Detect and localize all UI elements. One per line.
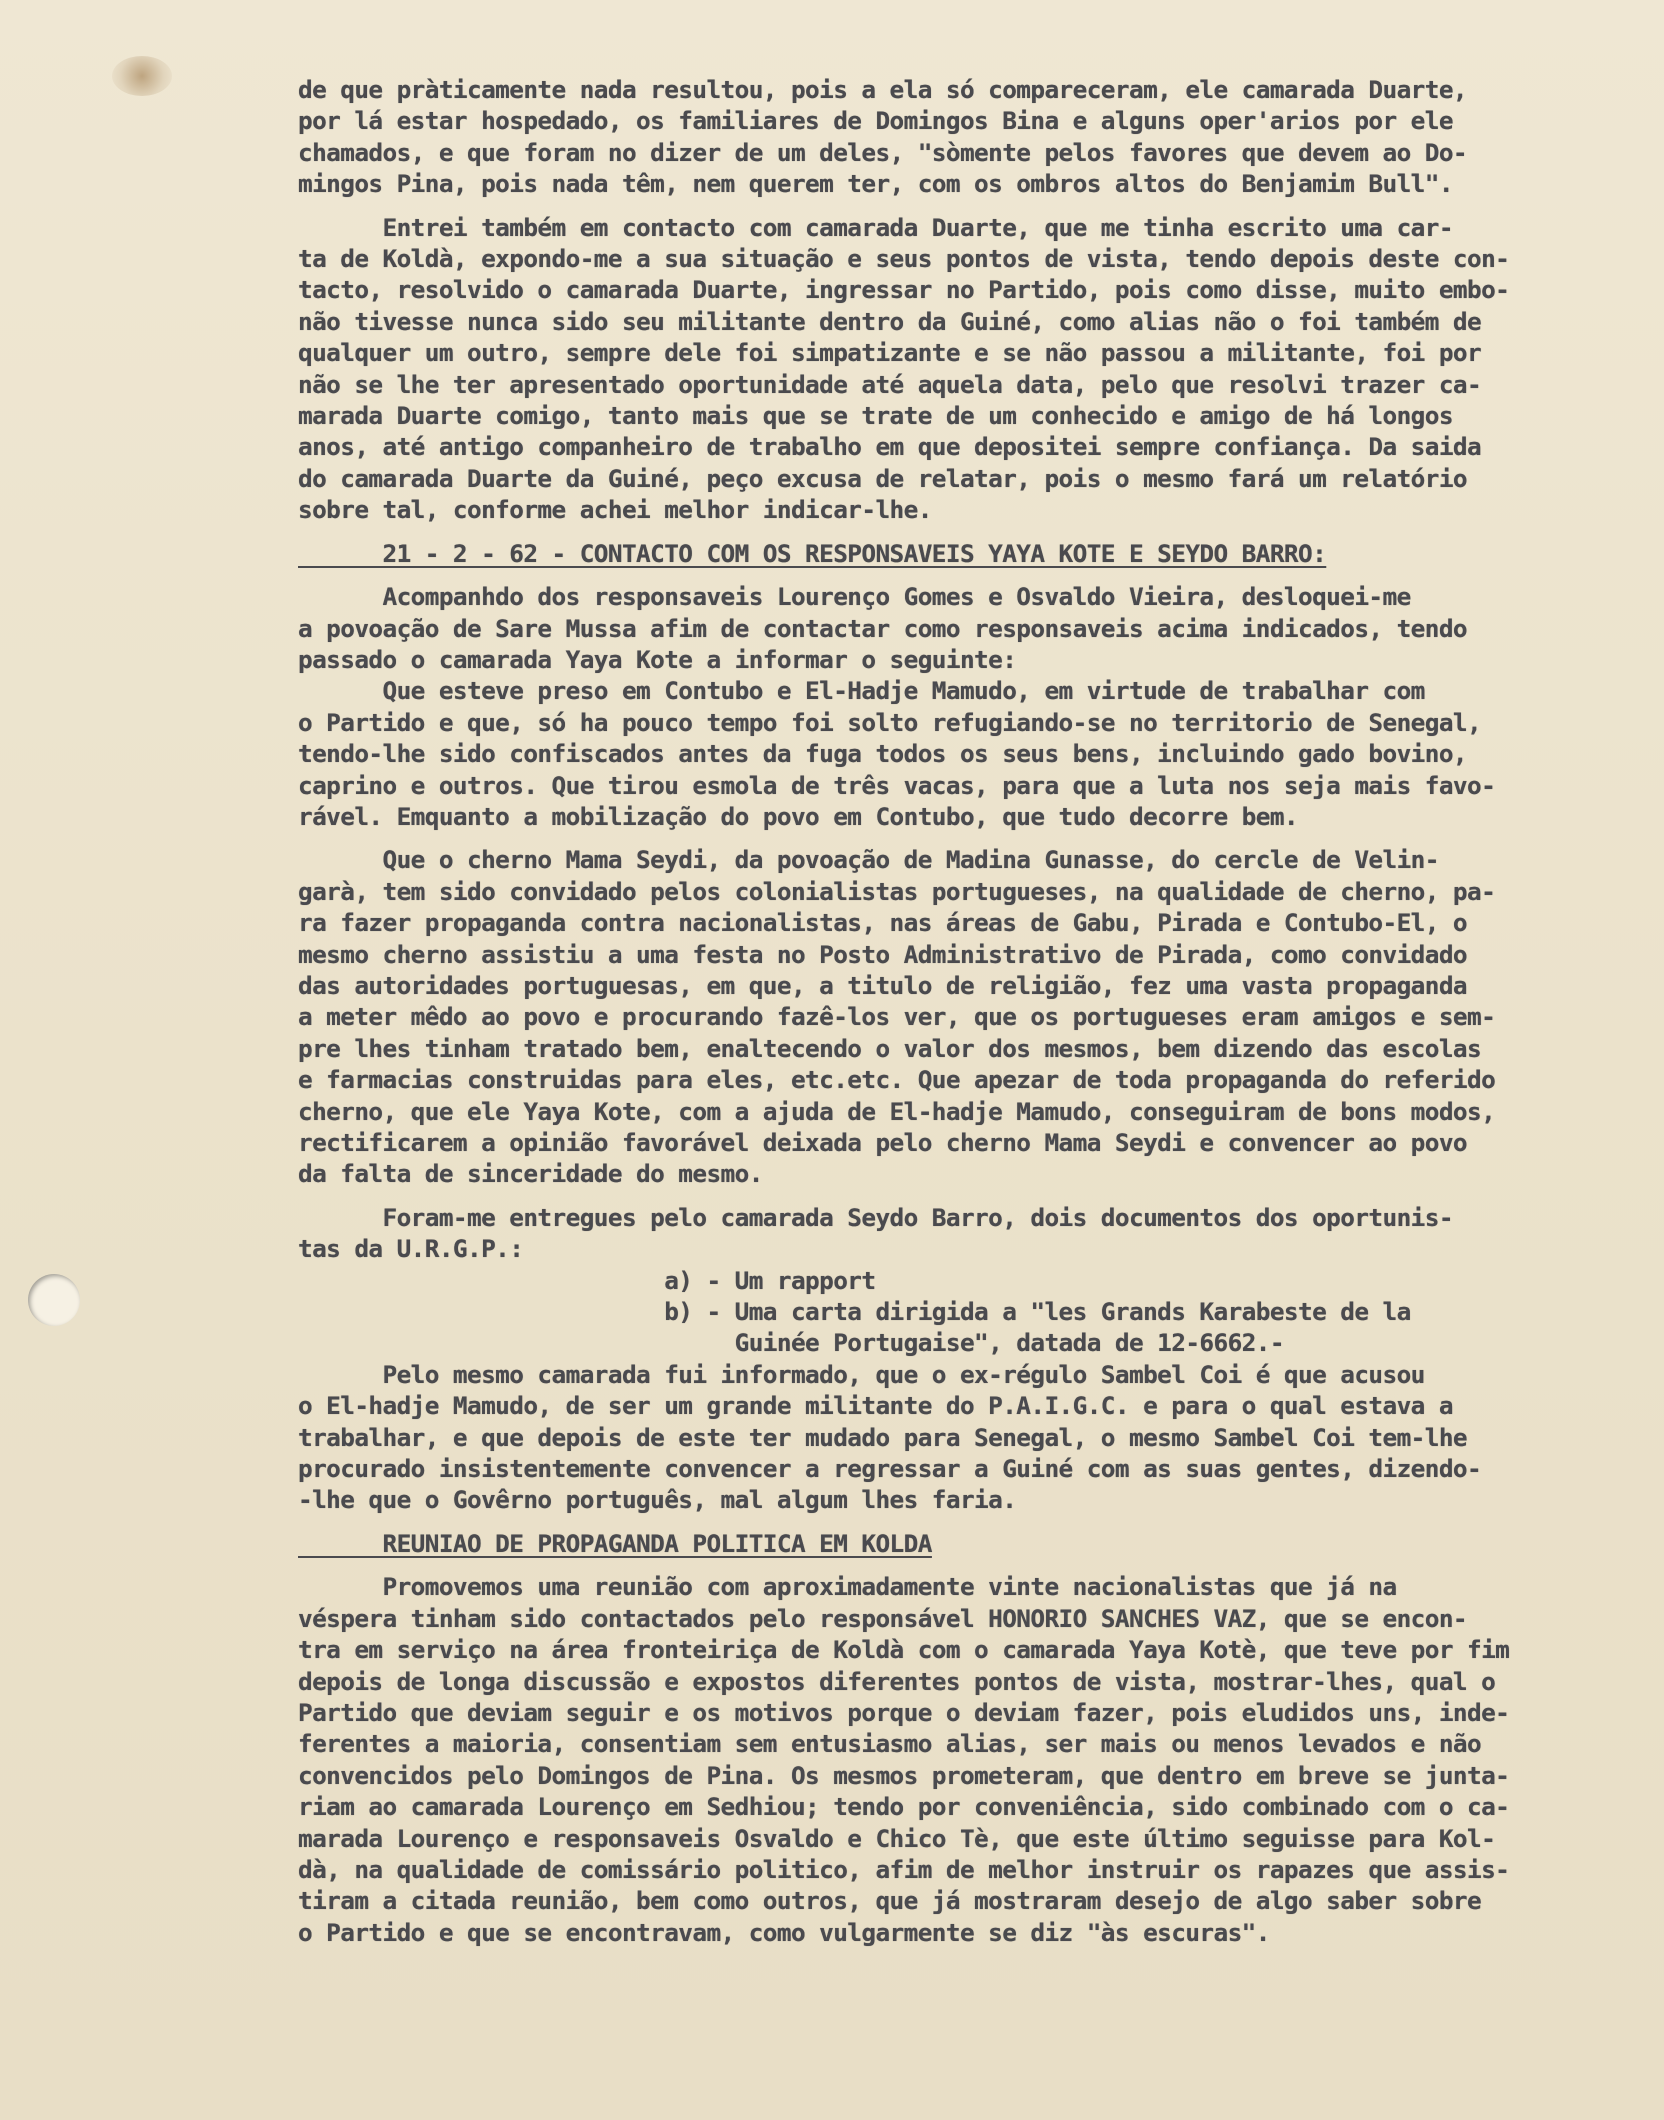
text-line: a meter mêdo ao povo e procurando fazê-los ver, que os portugueses eram amigos e sem-: [298, 1002, 1496, 1032]
text-line: e farmacias construidas para eles, etc.etc. Que apezar de toda propaganda do referido: [298, 1065, 1496, 1095]
text-line: marada Lourenço e responsaveis Osvaldo e Chico Tè, que este último seguisse para Kol-: [298, 1823, 1496, 1853]
text-line: o Partido e que se encontravam, como vulgarmente se diz "às escuras".: [298, 1917, 1270, 1947]
text-line: chamados, e que foram no dizer de um deles, "sòmente pelos favores que devem ao Do-: [298, 137, 1468, 167]
text-line: por lá estar hospedado, os familiares de Domingos Bina e alguns oper'arios por ele: [298, 106, 1453, 136]
text-line: tiram a citada reunião, bem como outros, que já mostraram desejo de algo saber sobre: [298, 1886, 1482, 1916]
text-line: de que pràticamente nada resultou, pois a ela só compareceram, ele camarada Duarte,: [298, 75, 1468, 104]
text-line: mesmo cherno assistiu a uma festa no Posto Administrativo de Pirada, como convidado: [298, 939, 1468, 969]
section-heading-contact: 21 - 2 - 62 - CONTACTO COM OS RESPONSAVEIS YAYA KOTE E SEYDO BARRO:: [298, 538, 1327, 568]
text-line: Acompanhdo dos responsaveis Lourenço Gomes e Osvaldo Vieira, desloquei-me: [298, 582, 1411, 612]
text-line: caprino e outros. Que tirou esmola de três vacas, para que a luta nos seja mais favo-: [298, 770, 1496, 800]
text-line: o El-hadje Mamudo, de ser um grande militante do P.A.I.G.C. e para o qual estava a: [298, 1391, 1453, 1421]
text-line: sobre tal, conforme achei melhor indicar-lhe.: [298, 495, 932, 525]
text-line: ferentes a maioria, consentiam sem entusiasmo alias, ser mais ou menos levados e não: [298, 1729, 1482, 1759]
text-line: rectificarem a opinião favorável deixada pelo cherno Mama Seydi e convencer ao povo: [298, 1128, 1468, 1157]
text-line: Que esteve preso em Contubo e El-Hadje Mamudo, em virtude de trabalhar com: [298, 676, 1425, 706]
list-item: a) - Um rapport: [298, 1265, 876, 1295]
text-line: convencidos pelo Domingos de Pina. Os mesmos prometeram, que dentro em breve se junta-: [298, 1760, 1510, 1790]
text-line: das autoridades portuguesas, em que, a titulo de religião, fez uma vasta propaganda: [298, 970, 1468, 1000]
text-line: Que o cherno Mama Seydi, da povoação de Madina Gunasse, do cercle de Velin-: [298, 845, 1439, 875]
punch-hole-upper: [28, 1274, 80, 1326]
text-line: o Partido e que, só ha pouco tempo foi solto refugiando-se no territorio de Senegal,: [298, 707, 1482, 737]
text-line: a povoação de Sare Mussa afim de contactar como responsaveis acima indicados, tendo: [298, 613, 1468, 643]
typed-text-block: [298, 74, 1610, 1948]
text-line: marada Duarte comigo, tanto mais que se trate de um conhecido e amigo de há longos: [298, 401, 1453, 431]
text-line: véspera tinham sido contactados pelo responsável HONORIO SANCHES VAZ, que se encon-: [298, 1603, 1468, 1633]
ink-stain: [112, 56, 172, 96]
text-line: mingos Pina, pois nada têm, nem querem ter, com os ombros altos do Benjamim Bull".: [298, 169, 1453, 199]
text-line: tra em serviço na área fronteiriça de Koldà com o camarada Yaya Kotè, que teve por fim: [298, 1635, 1510, 1665]
text-line: trabalhar, e que depois de este ter mudado para Senegal, o mesmo Sambel Coi tem-lhe: [298, 1422, 1468, 1452]
text-line: Foram-me entregues pelo camarada Seydo Barro, dois documentos dos oportunis-: [298, 1202, 1453, 1232]
text-line: anos, até antigo companheiro de trabalho em que depositei sempre confiança. Da saida: [298, 432, 1482, 462]
text-line: passado o camarada Yaya Kote a informar o seguinte:: [298, 644, 1017, 674]
text-line: cherno, que ele Yaya Kote, com a ajuda de El-hadje Mamudo, conseguiram de bons modos,: [298, 1096, 1496, 1126]
text-line: garà, tem sido convidado pelos colonialistas portugueses, na qualidade de cherno, pa-: [298, 876, 1496, 906]
text-line: tacto, resolvido o camarada Duarte, ingressar no Partido, pois como disse, muito embo-: [298, 275, 1510, 305]
text-line: ra fazer propaganda contra nacionalistas, nas áreas de Gabu, Pirada e Contubo-El, o: [298, 908, 1468, 938]
text-line: -lhe que o Govêrno português, mal algum lhes faria.: [298, 1485, 1017, 1515]
text-line: procurado insistentemente convencer a regressar a Guiné com as suas gentes, dizendo-: [298, 1454, 1482, 1484]
text-line: Promovemos uma reunião com aproximadamente vinte nacionalistas que já na: [298, 1572, 1397, 1602]
text-line: tas da U.R.G.P.:: [298, 1234, 524, 1264]
text-line: Partido que deviam seguir e os motivos porque o deviam fazer, pois eludidos uns, inde-: [298, 1697, 1510, 1727]
text-line: depois de longa discussão e expostos diferentes pontos de vista, mostrar-lhes, qual o: [298, 1666, 1496, 1696]
text-line: do camarada Duarte da Guiné, peço excusa de relatar, pois o mesmo fará um relatório: [298, 463, 1468, 493]
section-heading-meeting: REUNIAO DE PROPAGANDA POLITICA EM KOLDA: [298, 1528, 932, 1558]
text-line: da falta de sinceridade do mesmo.: [298, 1159, 763, 1189]
text-line: ta de Koldà, expondo-me a sua situação e seus pontos de vista, tendo depois deste con-: [298, 244, 1510, 274]
list-item: b) - Uma carta dirigida a "les Grands Karabeste de la: [298, 1297, 1411, 1327]
text-line: Entrei também em contacto com camarada Duarte, que me tinha escrito uma car-: [298, 212, 1453, 242]
text-line: pre lhes tinham tratado bem, enaltecendo o valor dos mesmos, bem dizendo das escolas: [298, 1033, 1482, 1063]
text-line: dà, na qualidade de comissário politico, afim de melhor instruir os rapazes que assis-: [298, 1854, 1510, 1884]
list-item: Guinée Portugaise", datada de 12-6662.-: [298, 1328, 1284, 1358]
text-line: rável. Emquanto a mobilização do povo em Contubo, que tudo decorre bem.: [298, 801, 1298, 831]
text-line: riam ao camarada Lourenço em Sedhiou; tendo por conveniência, sido combinado com o ca-: [298, 1792, 1510, 1822]
text-line: tendo-lhe sido confiscados antes da fuga todos os seus bens, incluindo gado bovino,: [298, 739, 1468, 769]
text-line: não se lhe ter apresentado oportunidade até aquela data, pelo que resolvi trazer ca-: [298, 369, 1482, 399]
text-line: qualquer um outro, sempre dele foi simpatizante e se não passou a militante, foi por: [298, 338, 1482, 368]
text-line: Pelo mesmo camarada fui informado, que o ex-régulo Sambel Coi é que acusou: [298, 1359, 1425, 1389]
text-line: não tivesse nunca sido seu militante dentro da Guiné, como alias não o foi também de: [298, 306, 1482, 336]
